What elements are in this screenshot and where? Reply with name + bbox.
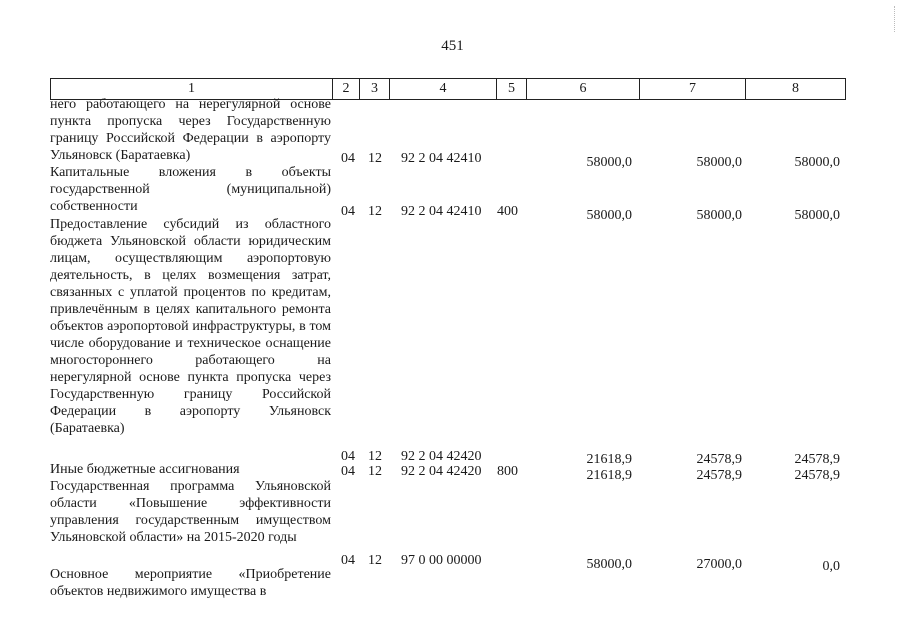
scan-edge-mark	[888, 6, 895, 32]
row-description: Предоставление субсидий из областного бюджета Ульяновской области юридическим лицам, осуществляющим аэропортовую деятельность, в целях возмещения затрат, связанных с уплатой процентов по кредитам, привлечённым в целях капитального ремонта объектов аэропортовой инфраструктуры, в том числе оборудование и техническое оснащение многостороннего работающего на нерегулярной основе пункта пропуска через Государственную границу Российской Федерации в аэропорту Ульяновск (Баратаевка)	[50, 217, 331, 436]
header-col-8: 8	[792, 81, 799, 96]
page-number: 451	[441, 38, 464, 54]
row-description: Капитальные вложения в объекты государственной (муниципальной) собственности	[50, 165, 331, 214]
row-section-code: 04	[341, 449, 355, 464]
header-col-2: 2	[333, 79, 360, 99]
row-description: Основное мероприятие «Приобретение объектов недвижимого имущества в	[50, 567, 331, 599]
row-value-col8: 24578,9	[794, 468, 840, 483]
header-col-3: 3	[360, 79, 390, 99]
row-value-col6: 21618,9	[586, 468, 632, 483]
row-subsection-code: 12	[368, 449, 382, 464]
row-description: него работающего на нерегулярной основе пункта пропуска через Государственную границу Российской Федерации в аэропорту Ульяновск (Баратаевка)	[50, 97, 331, 163]
row-value-col8: 0,0	[822, 559, 840, 574]
row-section-code: 04	[341, 553, 355, 568]
row-section-code: 04	[341, 151, 355, 166]
row-subsection-code: 12	[368, 151, 382, 166]
row-section-code: 04	[341, 204, 355, 219]
row-value-col7: 58000,0	[696, 208, 742, 223]
row-value-col7: 24578,9	[696, 452, 742, 467]
row-value-col8: 58000,0	[794, 208, 840, 223]
row-target-code: 97 0 00 00000	[401, 553, 482, 568]
row-subsection-code: 12	[368, 553, 382, 568]
row-section-code: 04	[341, 464, 355, 479]
row-description: Иные бюджетные ассигнования	[50, 462, 240, 477]
header-col-7: 7	[640, 79, 746, 99]
row-value-col6: 58000,0	[586, 208, 632, 223]
row-value-col6: 58000,0	[586, 155, 632, 170]
row-description: Государственная программа Ульяновской области «Повышение эффективности управления государственным имуществом Ульяновской области» на 2015-2020 годы	[50, 479, 331, 545]
row-expense-type: 800	[497, 464, 518, 479]
row-target-code: 92 2 04 42420	[401, 464, 482, 479]
row-subsection-code: 12	[368, 204, 382, 219]
row-subsection-code: 12	[368, 464, 382, 479]
header-col-6: 6	[527, 79, 640, 99]
header-col-4: 4	[390, 79, 497, 99]
row-value-col8: 58000,0	[794, 155, 840, 170]
row-value-col7: 24578,9	[696, 468, 742, 483]
header-col-5: 5	[497, 79, 527, 99]
row-value-col7: 27000,0	[696, 557, 742, 572]
row-value-col6: 21618,9	[586, 452, 632, 467]
row-target-code: 92 2 04 42410	[401, 151, 482, 166]
row-value-col6: 58000,0	[586, 557, 632, 572]
row-expense-type: 400	[497, 204, 518, 219]
header-col-1: 1	[51, 79, 333, 99]
row-target-code: 92 2 04 42410	[401, 204, 482, 219]
row-target-code: 92 2 04 42420	[401, 449, 482, 464]
row-value-col8: 24578,9	[794, 452, 840, 467]
row-value-col7: 58000,0	[696, 155, 742, 170]
